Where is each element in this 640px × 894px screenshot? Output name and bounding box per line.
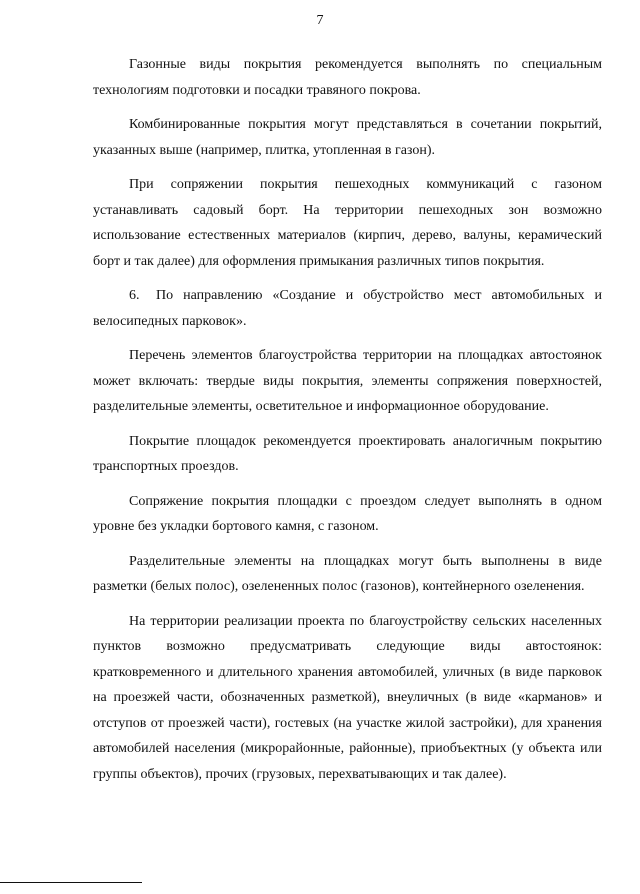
page-number: 7 xyxy=(316,13,324,28)
paragraph-parking-elements: Перечень элементов благоустройства территории на площадках автостоянок может включать: твердые виды покрытия, элементы сопряжения поверхностей, разделительные элементы, осветительное и информационное оборудование. xyxy=(93,348,602,414)
paragraph-combined-surfaces: Комбинированные покрытия могут представляться в сочетании покрытий, указанных выше (например, плитка, утопленная в газон). xyxy=(93,117,602,158)
document-body xyxy=(93,52,602,796)
paragraph-parking-surface: Покрытие площадок рекомендуется проектировать аналогичным покрытию транспортных проездов. xyxy=(93,433,602,474)
paragraph-parking-direction xyxy=(93,283,602,334)
paragraph-surface-junction: При сопряжении покрытия пешеходных коммуникаций с газоном устанавливать садовый борт. На территории пешеходных зон возможно использование естественных материалов (кирпич, дерево, валуны, керамический борт и так далее) для оформления примыкания различных типов покрытия. xyxy=(93,177,602,269)
footnote-divider xyxy=(0,882,142,883)
paragraph-parking-types: На территории реализации проекта по благоустройству сельских населенных пунктов возможно предусматривать следующие виды автостоянок: кратковременного и длительного хранения автомобилей, уличных (в виде парковок на проезжей части, обозначенных разметкой), внеуличных (в виде «карманов» и отступов от проезжей части), гостевых (на участке жилой застройки), для хранения автомобилей населения (микрорайонные, районные), приобъектных (у объекта или группы объектов), прочих (грузовых, перехватывающих и так далее). xyxy=(93,613,602,782)
paragraph-parking-direction-text: По направлению «Создание и обустройство мест автомобильных и велосипедных парковок». xyxy=(93,288,602,329)
paragraph-dividing-elements: Разделительные элементы на площадках могут быть выполнены в виде разметки (белых полос), озелененных полос (газонов), контейнерного озеленения. xyxy=(93,553,602,594)
paragraph-parking-junction: Сопряжение покрытия площадки с проездом следует выполнять в одном уровне без укладки бортового камня, с газоном. xyxy=(93,493,602,534)
paragraph-lawn-surfaces: Газонные виды покрытия рекомендуется выполнять по специальным технологиям подготовки и посадки травяного покрова. xyxy=(93,57,602,98)
list-number: 6. xyxy=(129,288,140,303)
